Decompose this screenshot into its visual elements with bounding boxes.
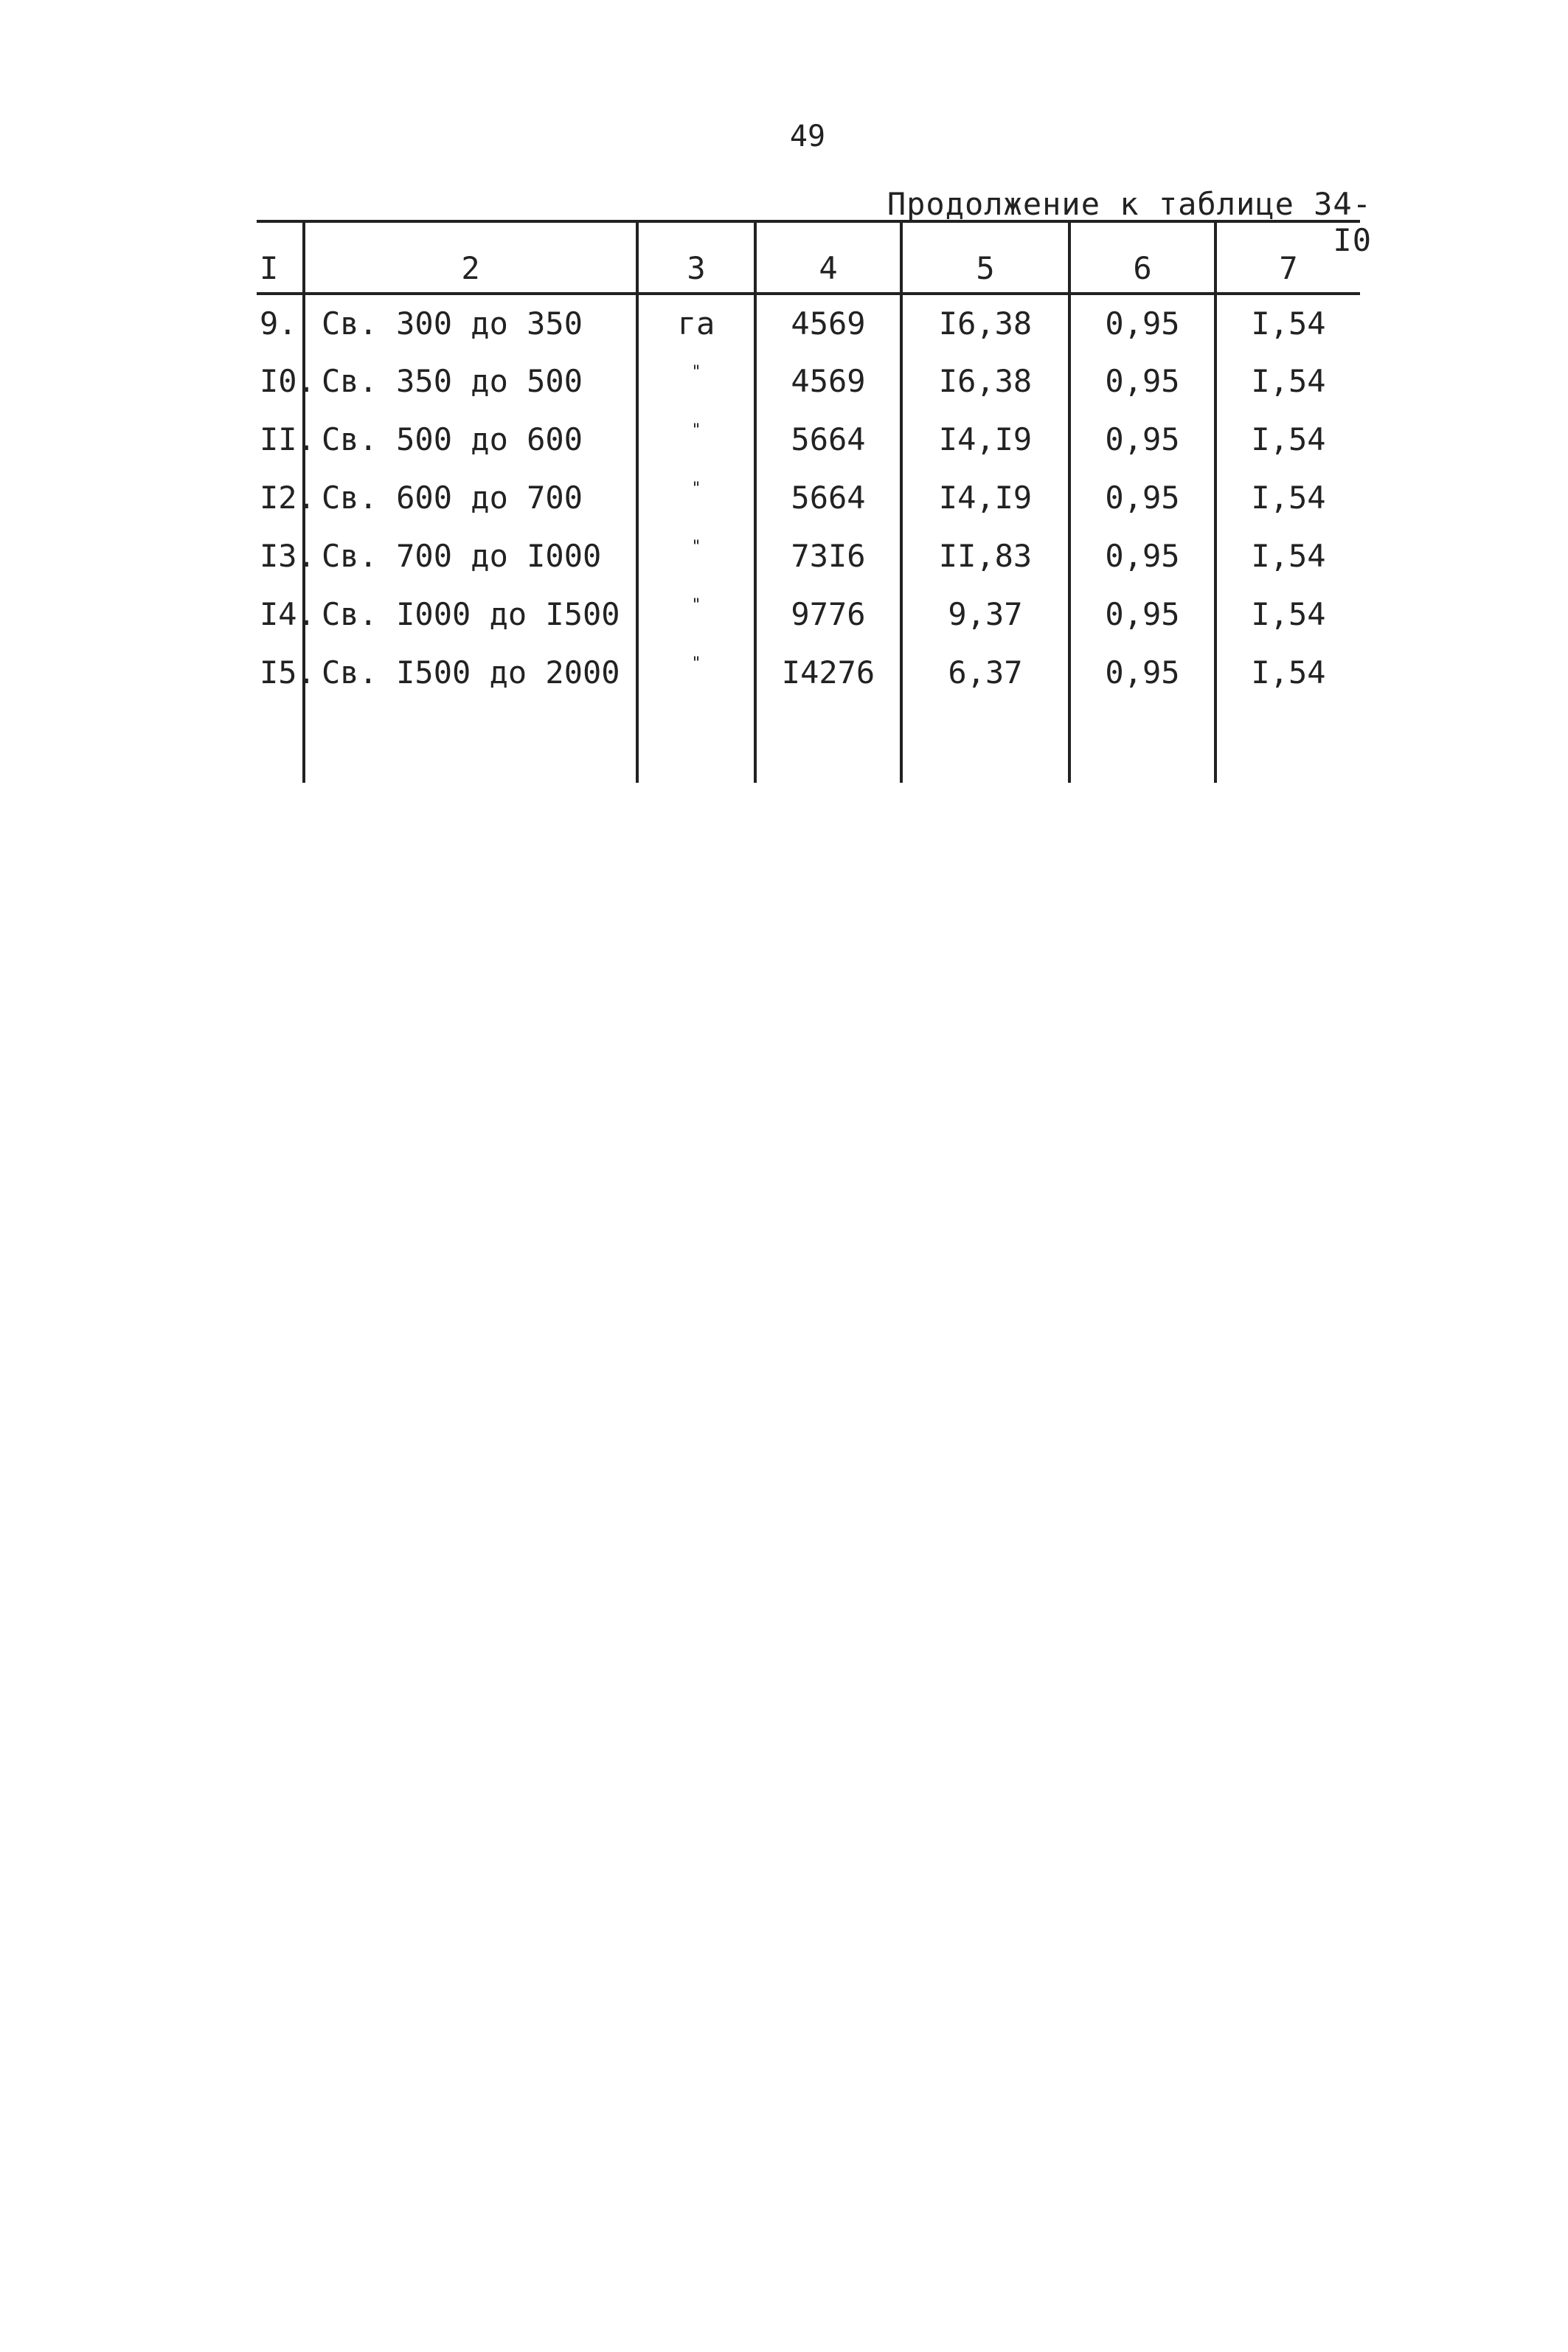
table-row — [257, 585, 1360, 643]
row-col5: I4,I9 — [901, 410, 1069, 468]
data-table — [257, 220, 1360, 783]
row-unit — [637, 585, 755, 643]
header-row — [257, 221, 1360, 294]
row-description: Св. 700 до I000 — [304, 527, 637, 585]
column-header-1: I — [257, 221, 304, 294]
row-col7: I,54 — [1215, 468, 1360, 527]
row-col7: I,54 — [1215, 527, 1360, 585]
table-row — [257, 527, 1360, 585]
column-header-6: 6 — [1069, 221, 1215, 294]
row-description: Св. I500 до 2000 — [304, 643, 637, 702]
row-col4: 5664 — [755, 410, 901, 468]
row-number: II. — [260, 421, 316, 457]
ditto-mark: " — [691, 538, 701, 556]
row-unit: га — [637, 294, 755, 352]
row-number: I0. — [260, 363, 316, 399]
column-header-5: 5 — [901, 221, 1069, 294]
row-description: Св. I000 до I500 — [304, 585, 637, 643]
row-description: Св. 350 до 500 — [304, 352, 637, 410]
row-col4: 9776 — [755, 585, 901, 643]
row-number: I5. — [260, 654, 316, 691]
row-col6: 0,95 — [1069, 468, 1215, 527]
row-number: 9. — [260, 305, 297, 342]
table-caption: Продолжение к таблице 34-I0 — [887, 186, 1372, 258]
row-unit — [637, 352, 755, 410]
row-number: I2. — [260, 480, 316, 516]
row-unit — [637, 643, 755, 702]
row-col7: I,54 — [1215, 294, 1360, 352]
ditto-mark: " — [691, 363, 701, 381]
row-col4: 5664 — [755, 468, 901, 527]
row-col5: I6,38 — [901, 352, 1069, 410]
column-header-7: 7 — [1215, 221, 1360, 294]
row-number: I3. — [260, 538, 316, 574]
row-col6: 0,95 — [1069, 294, 1215, 352]
row-number: I4. — [260, 596, 316, 632]
row-col4: 4569 — [755, 294, 901, 352]
ditto-mark: " — [691, 596, 701, 615]
table-row — [257, 643, 1360, 702]
column-header-4: 4 — [755, 221, 901, 294]
row-col6: 0,95 — [1069, 643, 1215, 702]
row-col7: I,54 — [1215, 410, 1360, 468]
table-spacer-row — [257, 702, 1360, 783]
row-col4: 4569 — [755, 352, 901, 410]
row-col5: I6,38 — [901, 294, 1069, 352]
table-row — [257, 294, 1360, 352]
row-col7: I,54 — [1215, 643, 1360, 702]
row-col6: 0,95 — [1069, 352, 1215, 410]
row-col7: I,54 — [1215, 585, 1360, 643]
row-col7: I,54 — [1215, 352, 1360, 410]
ditto-mark: " — [691, 654, 701, 673]
row-description: Св. 500 до 600 — [304, 410, 637, 468]
table-row — [257, 410, 1360, 468]
table-row — [257, 352, 1360, 410]
ditto-mark: " — [691, 480, 701, 498]
row-col5: II,83 — [901, 527, 1069, 585]
column-header-3: 3 — [637, 221, 755, 294]
row-description: Св. 600 до 700 — [304, 468, 637, 527]
ditto-mark: " — [691, 421, 701, 440]
row-description: Св. 300 до 350 — [304, 294, 637, 352]
row-col5: 6,37 — [901, 643, 1069, 702]
row-unit — [637, 468, 755, 527]
row-col5: I4,I9 — [901, 468, 1069, 527]
page-number: 49 — [789, 120, 826, 153]
table-row — [257, 468, 1360, 527]
row-col6: 0,95 — [1069, 585, 1215, 643]
row-unit — [637, 410, 755, 468]
row-col6: 0,95 — [1069, 410, 1215, 468]
data-table-container — [257, 220, 1360, 783]
row-unit — [637, 527, 755, 585]
row-col4: I4276 — [755, 643, 901, 702]
column-header-2: 2 — [304, 221, 637, 294]
row-col5: 9,37 — [901, 585, 1069, 643]
row-col4: 73I6 — [755, 527, 901, 585]
row-col6: 0,95 — [1069, 527, 1215, 585]
